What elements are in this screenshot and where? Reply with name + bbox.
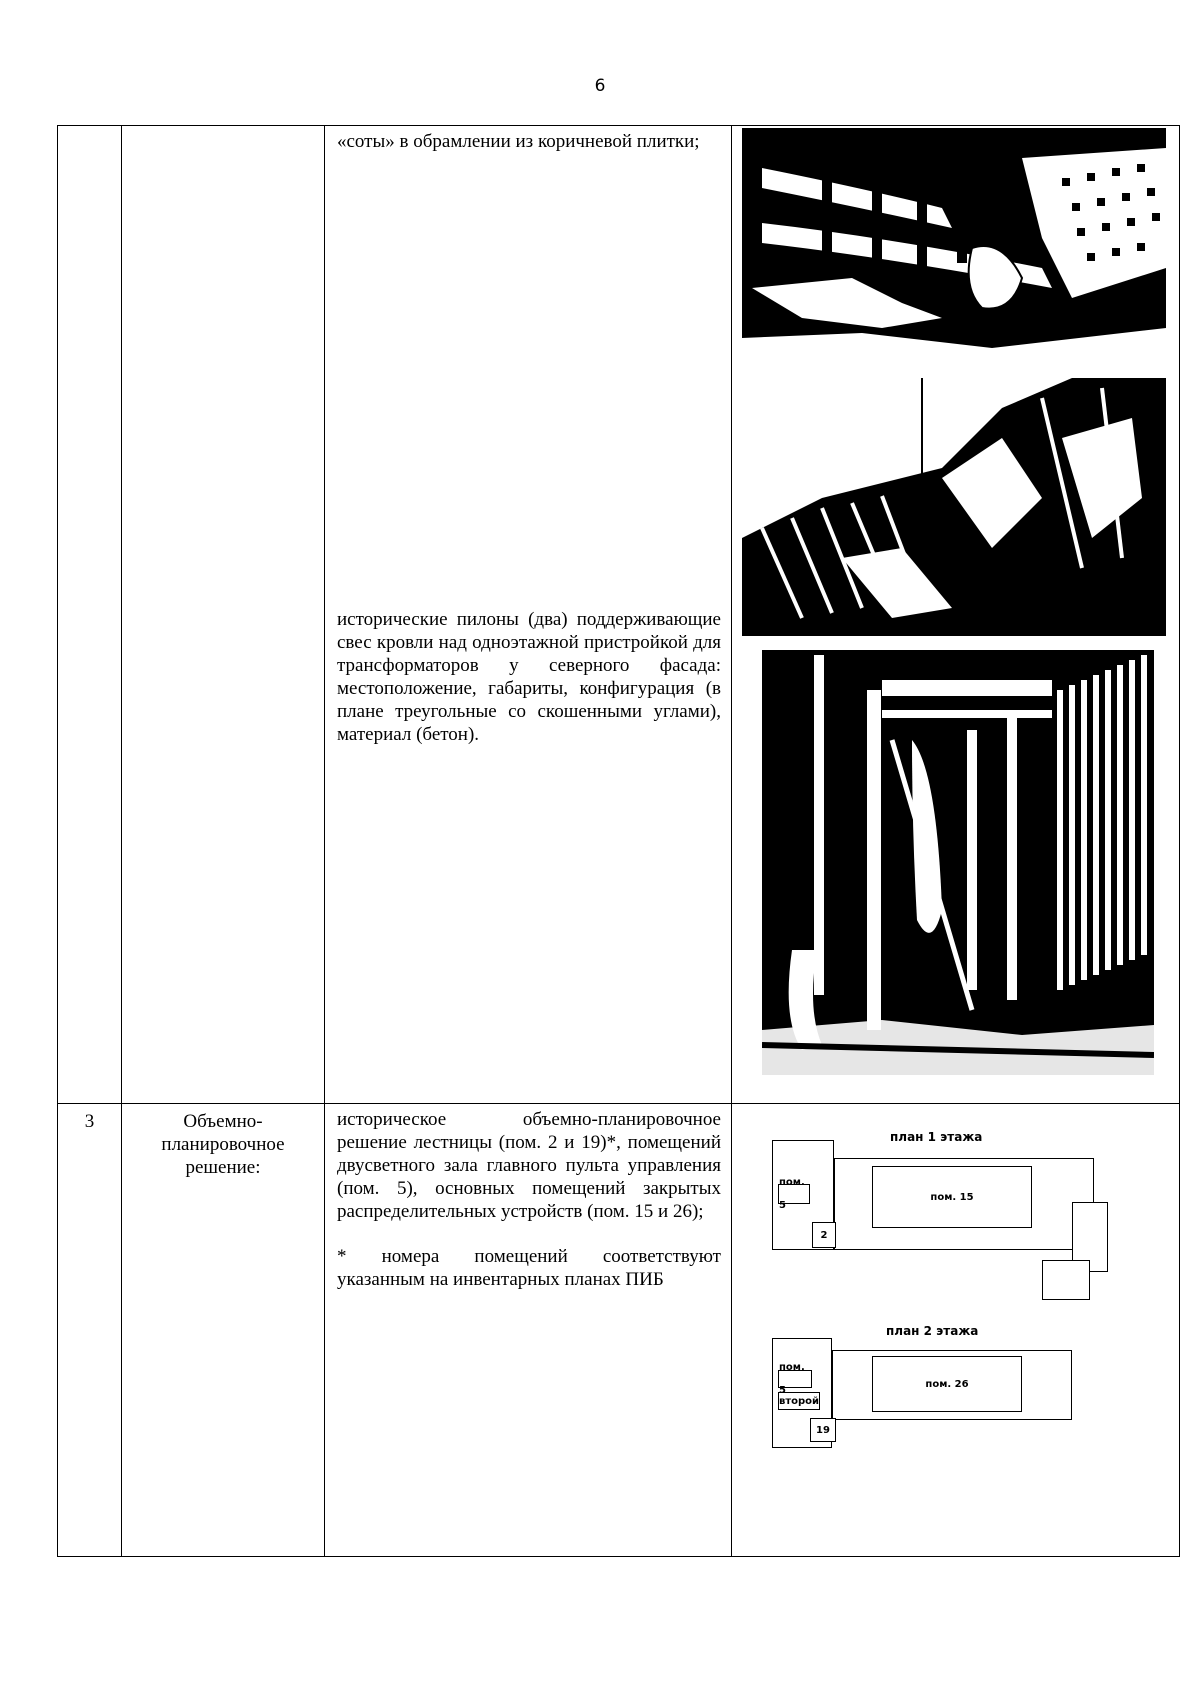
photo-cell xyxy=(732,126,1180,1104)
plan-2-room-5 xyxy=(778,1370,812,1388)
pylons-photo xyxy=(762,650,1154,1075)
category-label: Объемно-планировочное решение: xyxy=(161,1111,285,1178)
plan-1-room-2: 2 xyxy=(812,1222,836,1248)
table-row xyxy=(58,126,1180,1104)
row-number-cell xyxy=(58,126,122,1104)
table-row xyxy=(58,1104,1180,1557)
page-number: 6 xyxy=(594,76,606,96)
category-cell xyxy=(122,126,325,1104)
category-cell xyxy=(122,1104,325,1557)
plan-2-room-26: пом. 26 xyxy=(872,1356,1022,1412)
floor-plan-2 xyxy=(772,1316,1152,1496)
honeycomb-text: «соты» в обрамлении из коричневой плитки; xyxy=(337,131,700,152)
honeycomb-railing-photo xyxy=(742,128,1166,364)
stair-railing-photo xyxy=(742,378,1166,636)
layout-text: историческое объемно-планировочное решение лестницы (пом. 2 и 19)*, помещений двусветного зала главного пульта управления (пом. 5), основных помещений закрытых распределительных устройств (пом. 15 и 26); xyxy=(337,1109,721,1222)
footnote-text: * номера помещений соответствуют указанным на инвентарных планах ПИБ xyxy=(337,1246,721,1290)
floor-plans-cell xyxy=(732,1104,1180,1557)
plan-1-room-15: пом. 15 xyxy=(872,1166,1032,1228)
floor-plan-1 xyxy=(772,1122,1152,1307)
floor-plan-1-title: план 1 этажа xyxy=(890,1130,983,1144)
plan-2-second-light: второй xyxy=(778,1392,820,1410)
floor-plan-2-title: план 2 этажа xyxy=(886,1324,979,1338)
row-number-cell: 3 xyxy=(58,1104,122,1557)
pylons-text: исторические пилоны (два) поддерживающие свес кровли над одноэтажной пристройкой для трансформаторов у северного фасада: местоположение, габариты, конфигурация (в плане треугольные со скошенными углами), материал (бетон). xyxy=(337,609,721,745)
monument-features-table xyxy=(57,125,1180,1557)
plan-1-annex-lower xyxy=(1042,1260,1090,1300)
plan-1-room-5 xyxy=(778,1184,810,1204)
description-cell xyxy=(325,1104,732,1557)
description-cell xyxy=(325,126,732,1104)
plan-2-room-19: 19 xyxy=(810,1418,836,1442)
